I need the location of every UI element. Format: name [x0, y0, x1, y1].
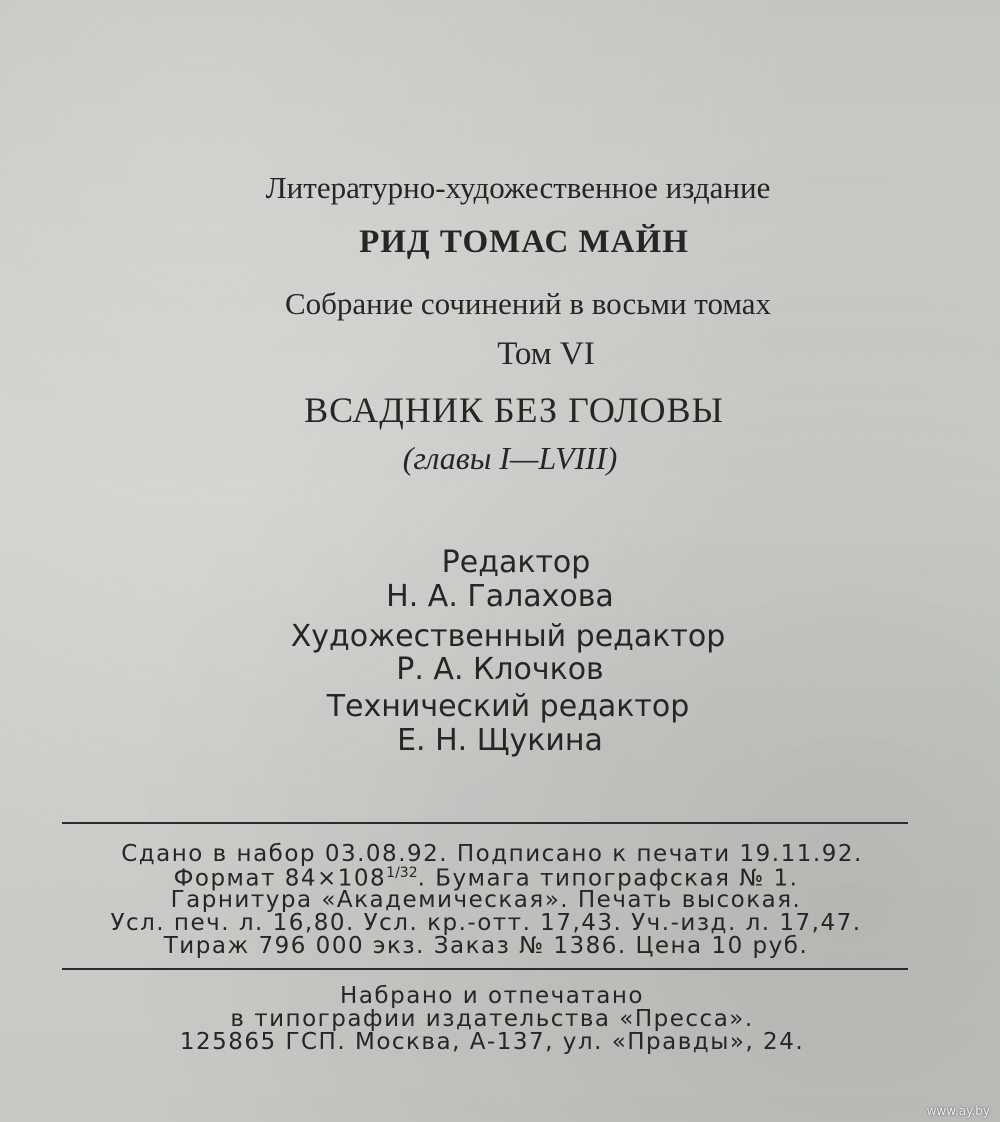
printer-line-1: Набрано и отпечатано: [340, 983, 644, 1009]
printer-address: 125865 ГСП. Москва, А-137, ул. «Правды», 24.: [179, 1029, 805, 1055]
art-editor-role: Художественный редактор: [290, 619, 726, 654]
publication-type: Литературно-художественное издание: [265, 170, 771, 205]
printer-line-2: в типографии издательства «Пресса».: [230, 1006, 754, 1032]
imprint-sheets: Усл. печ. л. 16,80. Усл. кр.-отт. 17,43. Уч.-изд. л. 17,47.: [110, 910, 862, 936]
imprint-format-suffix: . Бумага типографская № 1.: [417, 865, 799, 892]
imprint-print-run: Тираж 796 000 экз. Заказ № 1386. Цена 10 руб.: [163, 933, 809, 959]
art-editor-name: Р. А. Клочков: [396, 652, 604, 687]
divider-bottom: [62, 968, 908, 970]
imprint-format-prefix: Формат 84×108: [173, 865, 387, 892]
editor-name: Н. А. Галахова: [386, 579, 614, 614]
imprint-format-fraction: 1/32: [386, 865, 418, 881]
chapters-range: (главы I—LVIII): [402, 440, 618, 476]
tech-editor-name: Е. Н. Щукина: [397, 723, 603, 758]
series-title: Собрание сочинений в восьми томах: [284, 286, 772, 321]
divider-top: [62, 822, 908, 824]
volume-number: Том VI: [497, 336, 595, 372]
tech-editor-role: Технический редактор: [326, 689, 690, 724]
book-title: ВСАДНИК БЕЗ ГОЛОВЫ: [304, 390, 724, 430]
site-watermark: www.ay.by: [926, 1104, 990, 1118]
imprint-dates: Сдано в набор 03.08.92. Подписано к печати 19.11.92.: [121, 841, 863, 867]
editor-role: Редактор: [441, 545, 591, 580]
imprint-typeface: Гарнитура «Академическая». Печать высокая.: [170, 887, 802, 913]
author-name: РИД ТОМАС МАЙН: [359, 224, 689, 260]
